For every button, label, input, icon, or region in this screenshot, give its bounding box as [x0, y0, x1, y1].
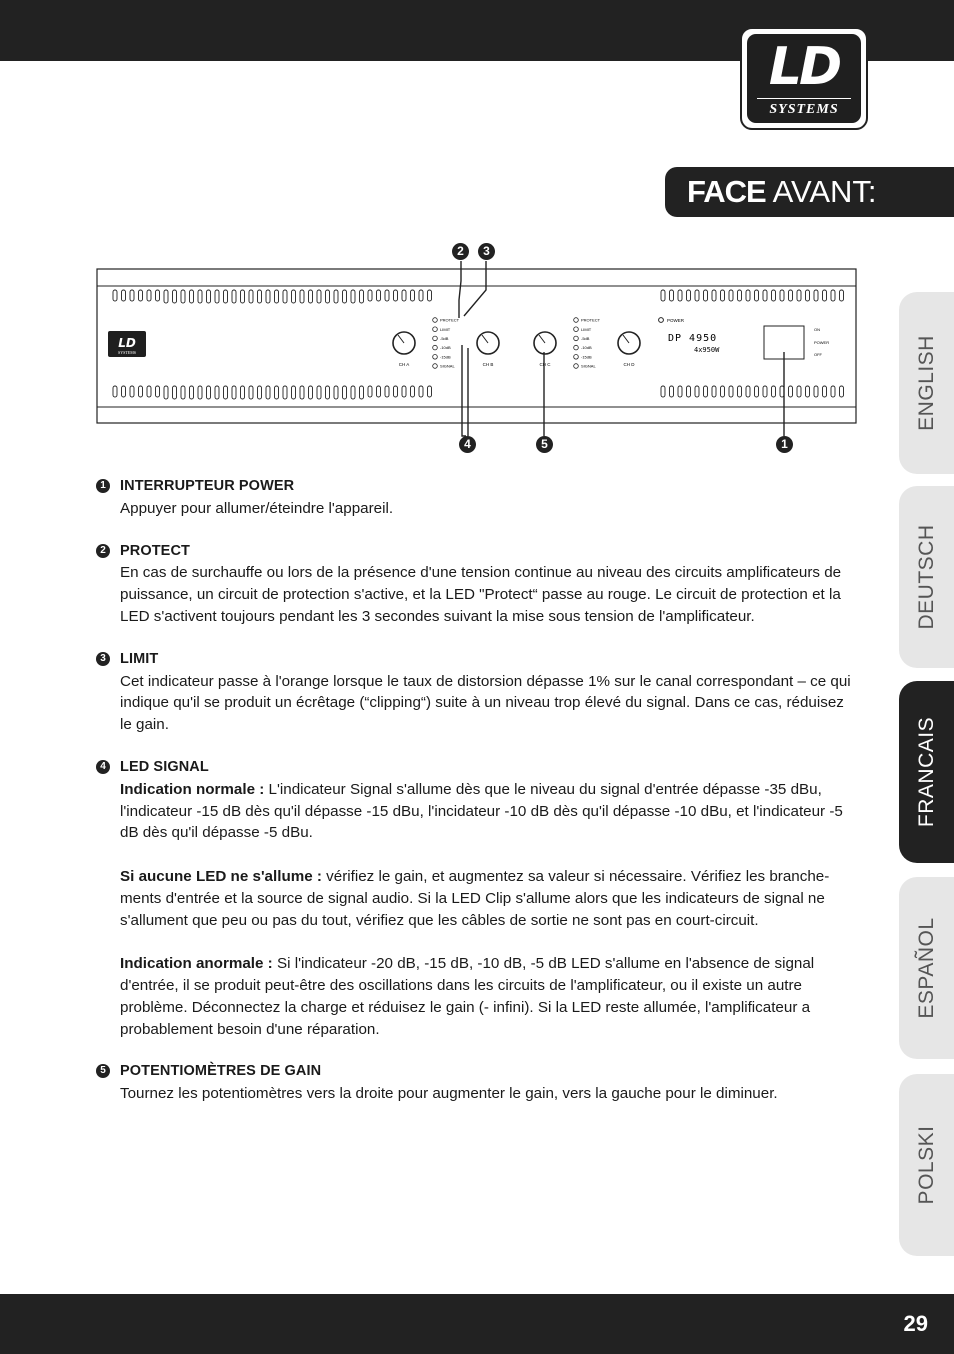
channel-label: CH B [482, 362, 494, 367]
item-paragraph: En cas de surchauffe ou lors de la présence d'une tension continue au niveau des circuits amplificateurs de puissance, un circuit de protection s'active, et la LED "Protect“ passe au rouge. Le circuit de protection et la LED s'activent toujours pendant les 3 secondes suivant la mise sous tension de l'amplificateur. [120, 564, 842, 625]
tab-label: ESPAÑOL [914, 917, 938, 1019]
tab-label: POLSKI [914, 1125, 938, 1205]
logo-subtext: SYSTEMS [769, 102, 839, 117]
tab-espanol[interactable] [899, 877, 954, 1059]
channel-label: CH D [623, 362, 635, 367]
item-paragraph: Appuyer pour allumer/éteindre l'appareil. [120, 499, 394, 517]
item-paragraph: Cet indicateur passe à l'orange lorsque le taux de distorsion dépasse 1% sur le canal correspondant – ce qui indique qu'il se produit un écrêtage (“clipping“) suite à un niveau trop élevé du signal. Dans ce cas, réduisez le gain. [120, 672, 851, 734]
item-title: POTENTIOMÈTRES DE GAIN [120, 1063, 322, 1080]
switch-label-on: ON [814, 327, 820, 332]
tab-label: ENGLISH [914, 335, 938, 431]
power-led-label: POWER [667, 318, 685, 323]
callout-3: 3 [478, 243, 495, 260]
led-label: -5dB [440, 336, 449, 341]
model-name: DP 4950 [668, 333, 718, 344]
item-paragraph: Indication normale : L'indicateur Signal s'allume dès que le niveau du signal d'entrée dépasse -35 dBu, l'indicateur -15 dB dès qu'il dépasse -15 dBu, l'incidateur -10 dB dès qu'il dépasse -10 dBu, et l'indicateur -5 dB dès qu'il dépasse -5 dBu. [120, 780, 843, 842]
item-number: 4 [96, 760, 110, 774]
heading-rest: AVANT: [765, 174, 877, 209]
tab-label: DEUTSCH [914, 524, 938, 630]
callout-4: 4 [459, 436, 476, 453]
item-limit [96, 649, 856, 736]
amplifier-front-panel [96, 240, 858, 460]
item-number: 5 [96, 1064, 110, 1078]
led-label: LIMIT [581, 326, 592, 332]
description-list [96, 476, 856, 1126]
led-label: SIGNAL [581, 363, 596, 369]
bottom-bar [0, 1294, 954, 1354]
front-panel-diagram [96, 240, 858, 460]
tab-label: FRANCAIS [914, 716, 938, 828]
callout-1: 1 [776, 436, 793, 453]
item-title: INTERRUPTEUR POWER [120, 478, 295, 494]
callout-5: 5 [536, 436, 553, 453]
led-label: LIMIT [440, 326, 451, 332]
switch-label-power: POWER [814, 340, 830, 345]
led-label: -15dB [581, 354, 592, 360]
tab-francais[interactable] [899, 681, 954, 863]
page-number: 29 [903, 1311, 928, 1336]
item-gain-pots [96, 1061, 856, 1105]
led-label: -10dB [440, 345, 451, 351]
heading-bold: FACE [687, 174, 766, 209]
channel-label: CH C [539, 362, 551, 367]
led-label: -15dB [440, 354, 451, 360]
ld-systems-logo [740, 27, 868, 130]
item-paragraph: Si aucune LED ne s'allume : vérifiez le gain, et augmentez sa valeur si nécessaire. Vérifiez les branche-ments d'entrée et la source de signal audio. Si la LED Clip s'allume alors que les indicateurs de signal ne s'allument que peu ou pas du tout, vérifiez que les câbles de sortie ne sont pas en court-circuit. [120, 867, 830, 929]
section-heading [665, 167, 954, 217]
item-number: 2 [96, 544, 110, 558]
item-number: 1 [96, 479, 110, 493]
led-label: -5dB [581, 336, 590, 341]
item-title: PROTECT [120, 542, 190, 559]
led-label: PROTECT [440, 317, 460, 323]
item-protect [96, 541, 856, 628]
tab-polski[interactable] [899, 1074, 954, 1256]
led-label: SIGNAL [440, 363, 455, 369]
led-label: -10dB [581, 345, 592, 351]
model-sub: 4x950W [694, 346, 720, 354]
led-label: PROTECT [581, 317, 601, 323]
tab-deutsch[interactable] [899, 486, 954, 668]
panel-logo-sub: SYSTEMS [117, 350, 137, 355]
panel-logo: LD [118, 336, 136, 350]
switch-label-off: OFF [814, 352, 822, 357]
item-power-switch [96, 476, 856, 520]
tab-english[interactable] [899, 292, 954, 474]
item-title: LIMIT [120, 650, 159, 667]
item-paragraph: Tournez les potentiomètres vers la droite pour augmenter le gain, vers la gauche pour le diminuer. [120, 1085, 778, 1103]
channel-label: CH A [398, 362, 410, 367]
logo-text: LD [768, 37, 840, 97]
callout-2: 2 [452, 243, 469, 260]
item-led-signal [96, 757, 856, 1040]
item-number: 3 [96, 652, 110, 666]
item-paragraph: Indication anormale : Si l'indicateur -20 dB, -15 dB, -10 dB, -5 dB LED s'allume en l'absence de signal d'entrée, il se produit peut-être des oscillations dans les circuits de l'amplificateur, ou il existe un autre problème. Déconnectez la charge et réduisez le gain (- infini). Si la LED reste allumée, l'amplificateur a probablement besoin d'une réparation. [120, 955, 815, 1038]
item-title: LED SIGNAL [120, 758, 209, 775]
